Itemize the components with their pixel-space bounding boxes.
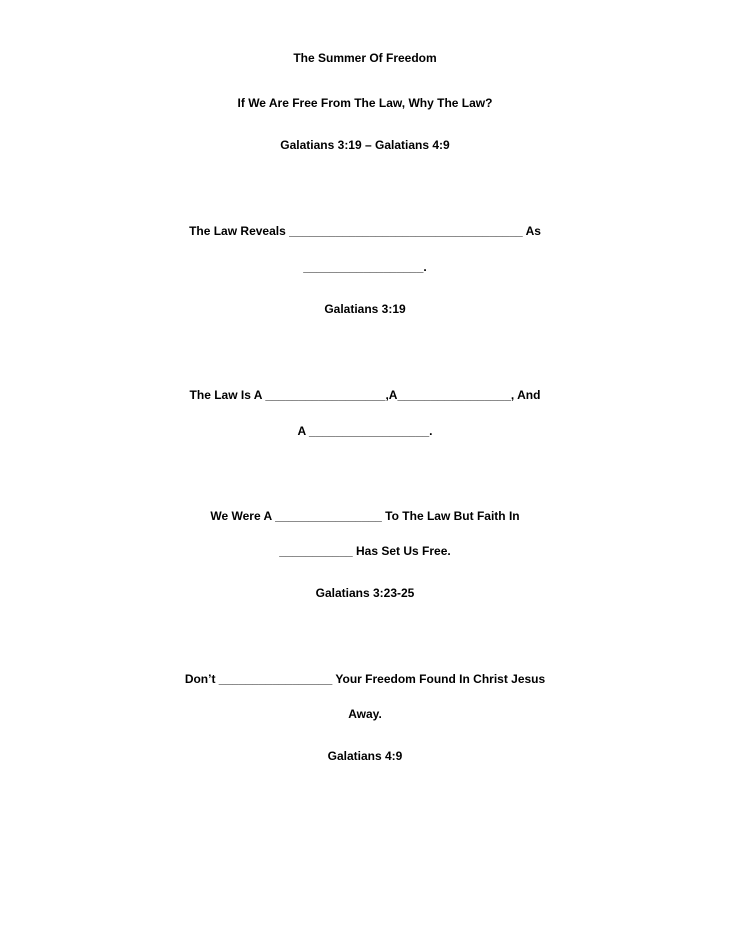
fill-in-statement-line: Away. <box>348 707 382 721</box>
scripture-reference: Galatians 3:19 <box>324 302 406 316</box>
fill-in-statement-line: ___________ Has Set Us Free. <box>279 544 451 558</box>
fill-in-statement-line: The Law Reveals ___________________________________ As <box>189 224 541 238</box>
fill-in-statement-line: The Law Is A __________________,A_________________, And <box>189 388 541 402</box>
page-title: The Summer Of Freedom <box>293 51 437 65</box>
scripture-reference: Galatians 3:23-25 <box>315 586 415 600</box>
fill-in-statement-line: A __________________. <box>297 424 433 438</box>
scripture-reference: Galatians 3:19 – Galatians 4:9 <box>280 138 450 152</box>
fill-in-statement-line: Don’t _________________ Your Freedom Found In Christ Jesus <box>184 672 546 686</box>
page-subtitle: If We Are Free From The Law, Why The Law? <box>237 96 493 110</box>
fill-in-statement-line: __________________. <box>303 260 427 274</box>
fill-in-statement-line: We Were A ________________ To The Law But Faith In <box>210 509 520 523</box>
scripture-reference: Galatians 4:9 <box>327 749 403 763</box>
